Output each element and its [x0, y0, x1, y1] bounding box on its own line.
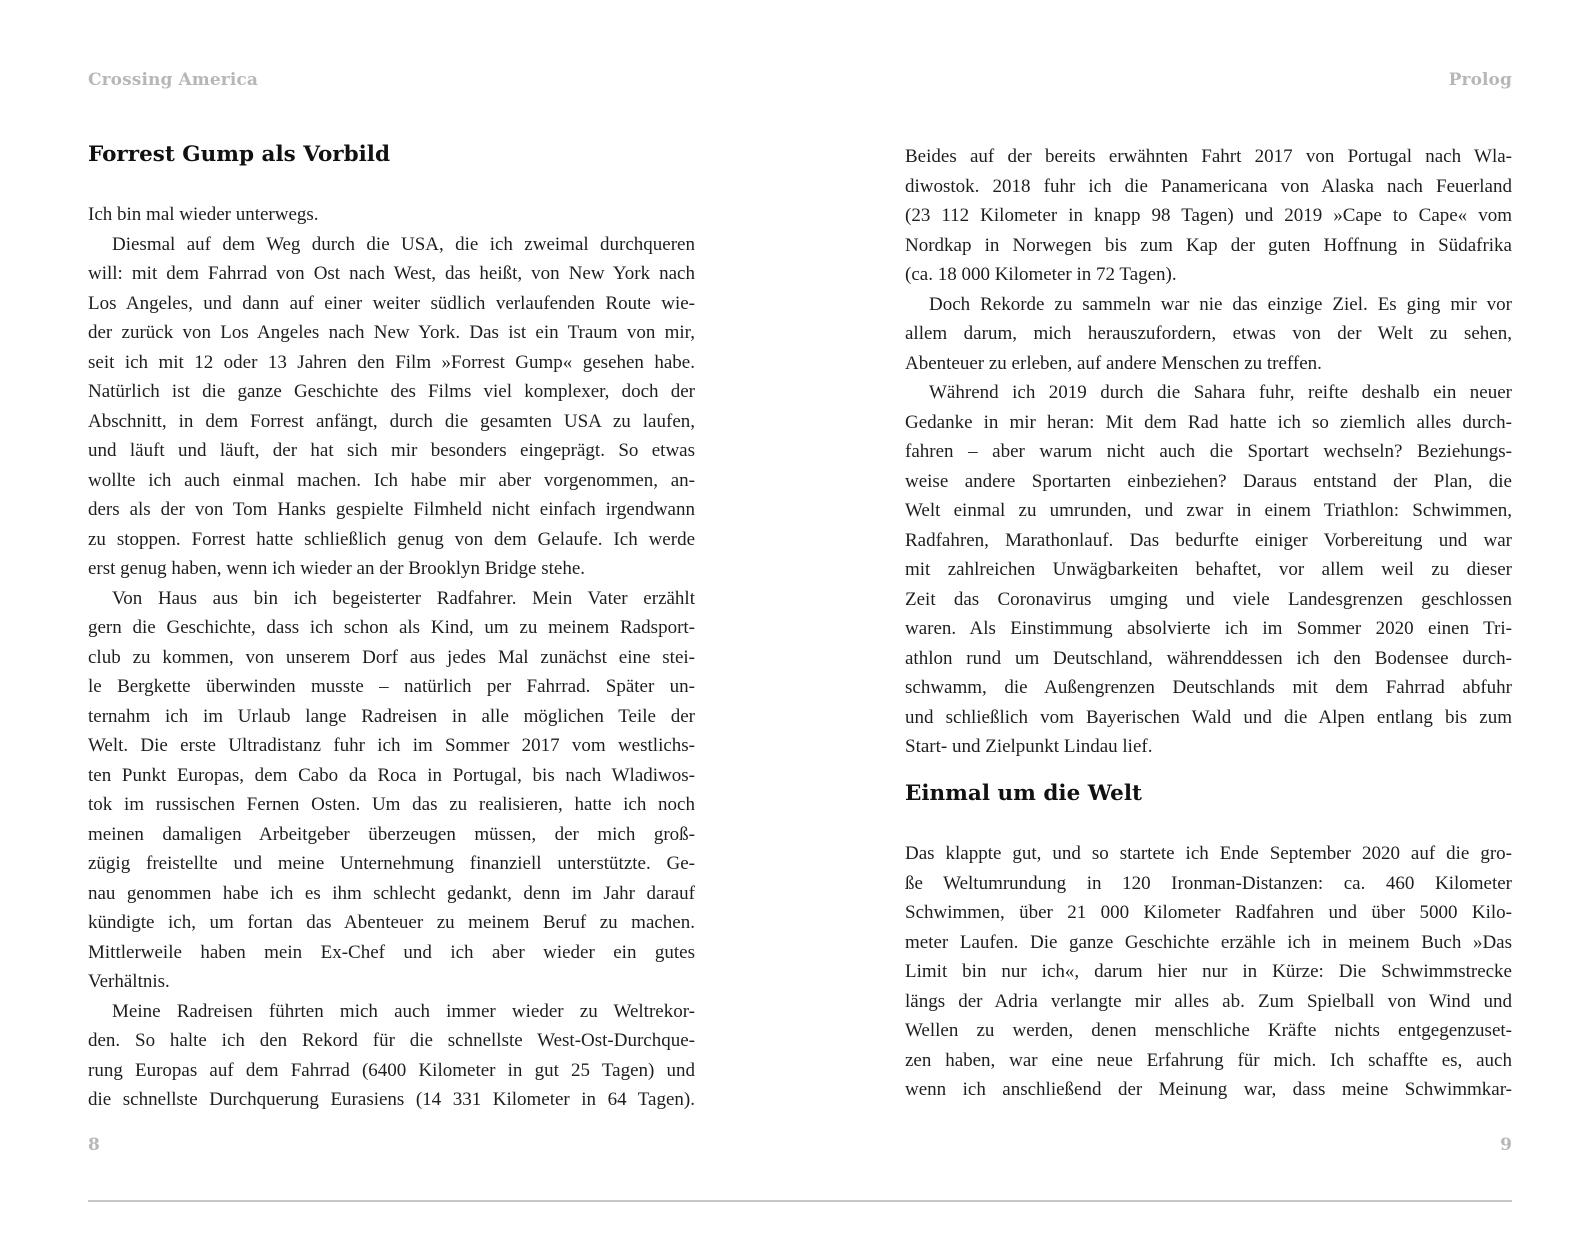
text-line: gern die Geschichte, dass ich schon als Kind, um zu meinem Radsport- [88, 617, 695, 638]
text-line: Mittlerweile haben mein Ex-Chef und ich aber wieder ein gutes [88, 941, 695, 963]
text-line: club zu kommen, von unserem Dorf aus jedes Mal zunächst eine stei- [88, 646, 695, 668]
text-line: ße Weltumrundung in 120 Ironman-Distanzen: ca. 460 Kilometer [905, 872, 1512, 894]
text-line: rung Europas auf dem Fahrrad (6400 Kilometer in gut 25 Tagen) und [88, 1059, 695, 1081]
text-line: Radfahren, Marathonlauf. Das bedurfte einiger Vorbereitung und war [905, 529, 1512, 551]
text-line: Limit bin nur ich«, darum hier nur in Kürze: Die Schwimmstrecke [905, 961, 1512, 982]
text-line: fahren – aber warum nicht auch die Sportart wechseln? Beziehungs- [905, 441, 1512, 462]
text-line: wenn ich anschließend der Meinung war, dass meine Schwimmkar- [905, 1079, 1512, 1100]
text-line: weise andere Sportarten einbeziehen? Daraus entstand der Plan, die [905, 470, 1512, 492]
right-heading-block [905, 781, 1512, 806]
text-line: Welt. Die erste Ultradistanz fuhr ich im Sommer 2017 vom westlichs- [88, 735, 695, 756]
text-line: Schwimmen, über 21 000 Kilometer Radfahren und über 5000 Kilo- [905, 902, 1512, 923]
text-line: athlon rund um Deutschland, währenddessen ich den Bodensee durch- [905, 647, 1512, 669]
text-line: Beides auf der bereits erwähnten Fahrt 2017 von Portugal nach Wla- [905, 146, 1512, 167]
text-line: meter Laufen. Die ganze Geschichte erzähle ich in meinem Buch »Das [905, 931, 1512, 953]
text-line: nau genommen habe ich es ihm schlecht gedankt, denn im Jahr darauf [88, 882, 695, 904]
text-line: Während ich 2019 durch die Sahara fuhr, reifte deshalb ein neuer [929, 382, 1512, 403]
text-line: Natürlich ist die ganze Geschichte des Films viel komplexer, doch der [88, 381, 695, 402]
text-line: den. So halte ich den Rekord für die schnellste West-Ost-Durchque- [88, 1030, 695, 1051]
text-line: Ich bin mal wieder unterwegs. [88, 204, 319, 225]
text-line: waren. Als Einstimmung absolvierte ich im Sommer 2020 einen Tri- [905, 618, 1512, 639]
text-line: seit ich mit 12 oder 13 Jahren den Film »Forrest Gump« gesehen habe. [88, 351, 695, 373]
text-line: mit zahlreichen Unwägbarkeiten behaftet, vor allem weil zu dieser [905, 559, 1512, 580]
text-line: diwostok. 2018 fuhr ich die Panamericana von Alaska nach Feuerland [905, 175, 1512, 197]
text-line: und schließlich vom Bayerischen Wald und die Alpen entlang bis zum [905, 706, 1512, 728]
text-line: tok im russischen Fernen Osten. Um das zu realisieren, hatte ich noch [88, 794, 695, 815]
text-line: Meine Radreisen führten mich auch immer wieder zu Weltrekor- [112, 1000, 695, 1022]
right-body-text-bottom [905, 839, 1512, 1105]
running-head-left: Crossing America [88, 70, 258, 90]
text-line: Abschnitt, in dem Forrest anfängt, durch die gesamten USA zu laufen, [88, 410, 695, 432]
text-line: (ca. 18 000 Kilometer in 72 Tagen). [905, 264, 1177, 285]
left-page [88, 0, 695, 1240]
text-line: Diesmal auf dem Weg durch die USA, die ich zweimal durchqueren [112, 233, 695, 255]
text-line: Zeit das Coronavirus umging und viele Landesgrenzen geschlossen [905, 588, 1512, 610]
text-line: le Bergkette überwinden musste – natürlich per Fahrrad. Später un- [88, 676, 695, 697]
text-line: wollte ich auch einmal machen. Ich habe mir aber vorgenommen, an- [88, 469, 695, 491]
text-line: meinen damaligen Arbeitgeber überzeugen müssen, der mich groß- [88, 823, 695, 845]
text-line: zen haben, war eine neue Erfahrung für mich. Ich schaffte es, auch [905, 1049, 1512, 1071]
text-line: schwamm, die Außengrenzen Deutschlands mit dem Fahrrad abfuhr [905, 677, 1512, 698]
text-line: ders als der von Tom Hanks gespielte Filmheld nicht einfach irgendwann [88, 499, 695, 520]
left-heading-block [88, 142, 695, 167]
text-line: Wellen zu werden, denen menschliche Kräfte nichts entgegenzuset- [905, 1020, 1512, 1041]
right-body-text-top [905, 142, 1512, 762]
text-line: und läuft und läuft, der hat sich mir besonders eingeprägt. So etwas [88, 440, 695, 461]
left-body-text [88, 200, 695, 1115]
bottom-rule-divider [88, 1200, 1512, 1202]
text-line: Doch Rekorde zu sammeln war nie das einzige Ziel. Es ging mir vor [929, 293, 1512, 315]
text-line: zügig freistellte und meine Unternehmung finanziell unterstützte. Ge- [88, 853, 695, 874]
text-line: Gedanke in mir heran: Mit dem Rad hatte ich so ziemlich alles durch- [905, 411, 1512, 433]
running-head-right: Prolog [1448, 70, 1512, 90]
section-heading-einmal-um-die-welt: Einmal um die Welt [905, 781, 1142, 806]
text-line: Das klappte gut, und so startete ich Ende September 2020 auf die gro- [905, 843, 1512, 864]
text-line: kündigte ich, um fortan das Abenteuer zu meinem Beruf zu machen. [88, 912, 695, 933]
right-page [905, 0, 1512, 1240]
text-line: Nordkap in Norwegen bis zum Kap der guten Hoffnung in Südafrika [905, 234, 1512, 256]
text-line: (23 112 Kilometer in knapp 98 Tagen) und 2019 »Cape to Cape« vom [905, 205, 1512, 226]
section-heading-forrest-gump: Forrest Gump als Vorbild [88, 142, 391, 167]
text-line: Start- und Zielpunkt Lindau lief. [905, 736, 1153, 757]
page-number-right: 9 [1500, 1135, 1512, 1155]
text-line: erst genug haben, wenn ich wieder an der Brooklyn Bridge stehe. [88, 558, 586, 579]
text-line: längs der Adria verlangte mir alles ab. Zum Spielball von Wind und [905, 990, 1512, 1012]
text-line: will: mit dem Fahrrad von Ost nach West, das heißt, von New York nach [88, 263, 695, 284]
page-number-left: 8 [88, 1135, 100, 1155]
text-line: Abenteuer zu erleben, auf andere Menschen zu treffen. [905, 352, 1322, 374]
text-line: Von Haus aus bin ich begeisterter Radfahrer. Mein Vater erzählt [112, 587, 695, 609]
text-line: ternahm ich im Urlaub lange Radreisen in alle möglichen Teile der [88, 705, 695, 727]
text-line: ten Punkt Europas, dem Cabo da Roca in Portugal, bis nach Wladiwos- [88, 764, 695, 786]
text-line: Verhältnis. [88, 971, 170, 992]
text-line: zu stoppen. Forrest hatte schließlich genug von dem Gelaufe. Ich werde [88, 528, 695, 550]
text-line: Welt einmal zu umrunden, und zwar in einem Triathlon: Schwimmen, [905, 500, 1512, 521]
text-line: allem darum, mich herauszufordern, etwas von der Welt zu sehen, [905, 323, 1512, 344]
text-line: der zurück von Los Angeles nach New York. Das ist ein Traum von mir, [88, 322, 695, 343]
text-line: Los Angeles, und dann auf einer weiter südlich verlaufenden Route wie- [88, 292, 695, 314]
text-line: die schnellste Durchquerung Eurasiens (14 331 Kilometer in 64 Tagen). [88, 1089, 695, 1110]
